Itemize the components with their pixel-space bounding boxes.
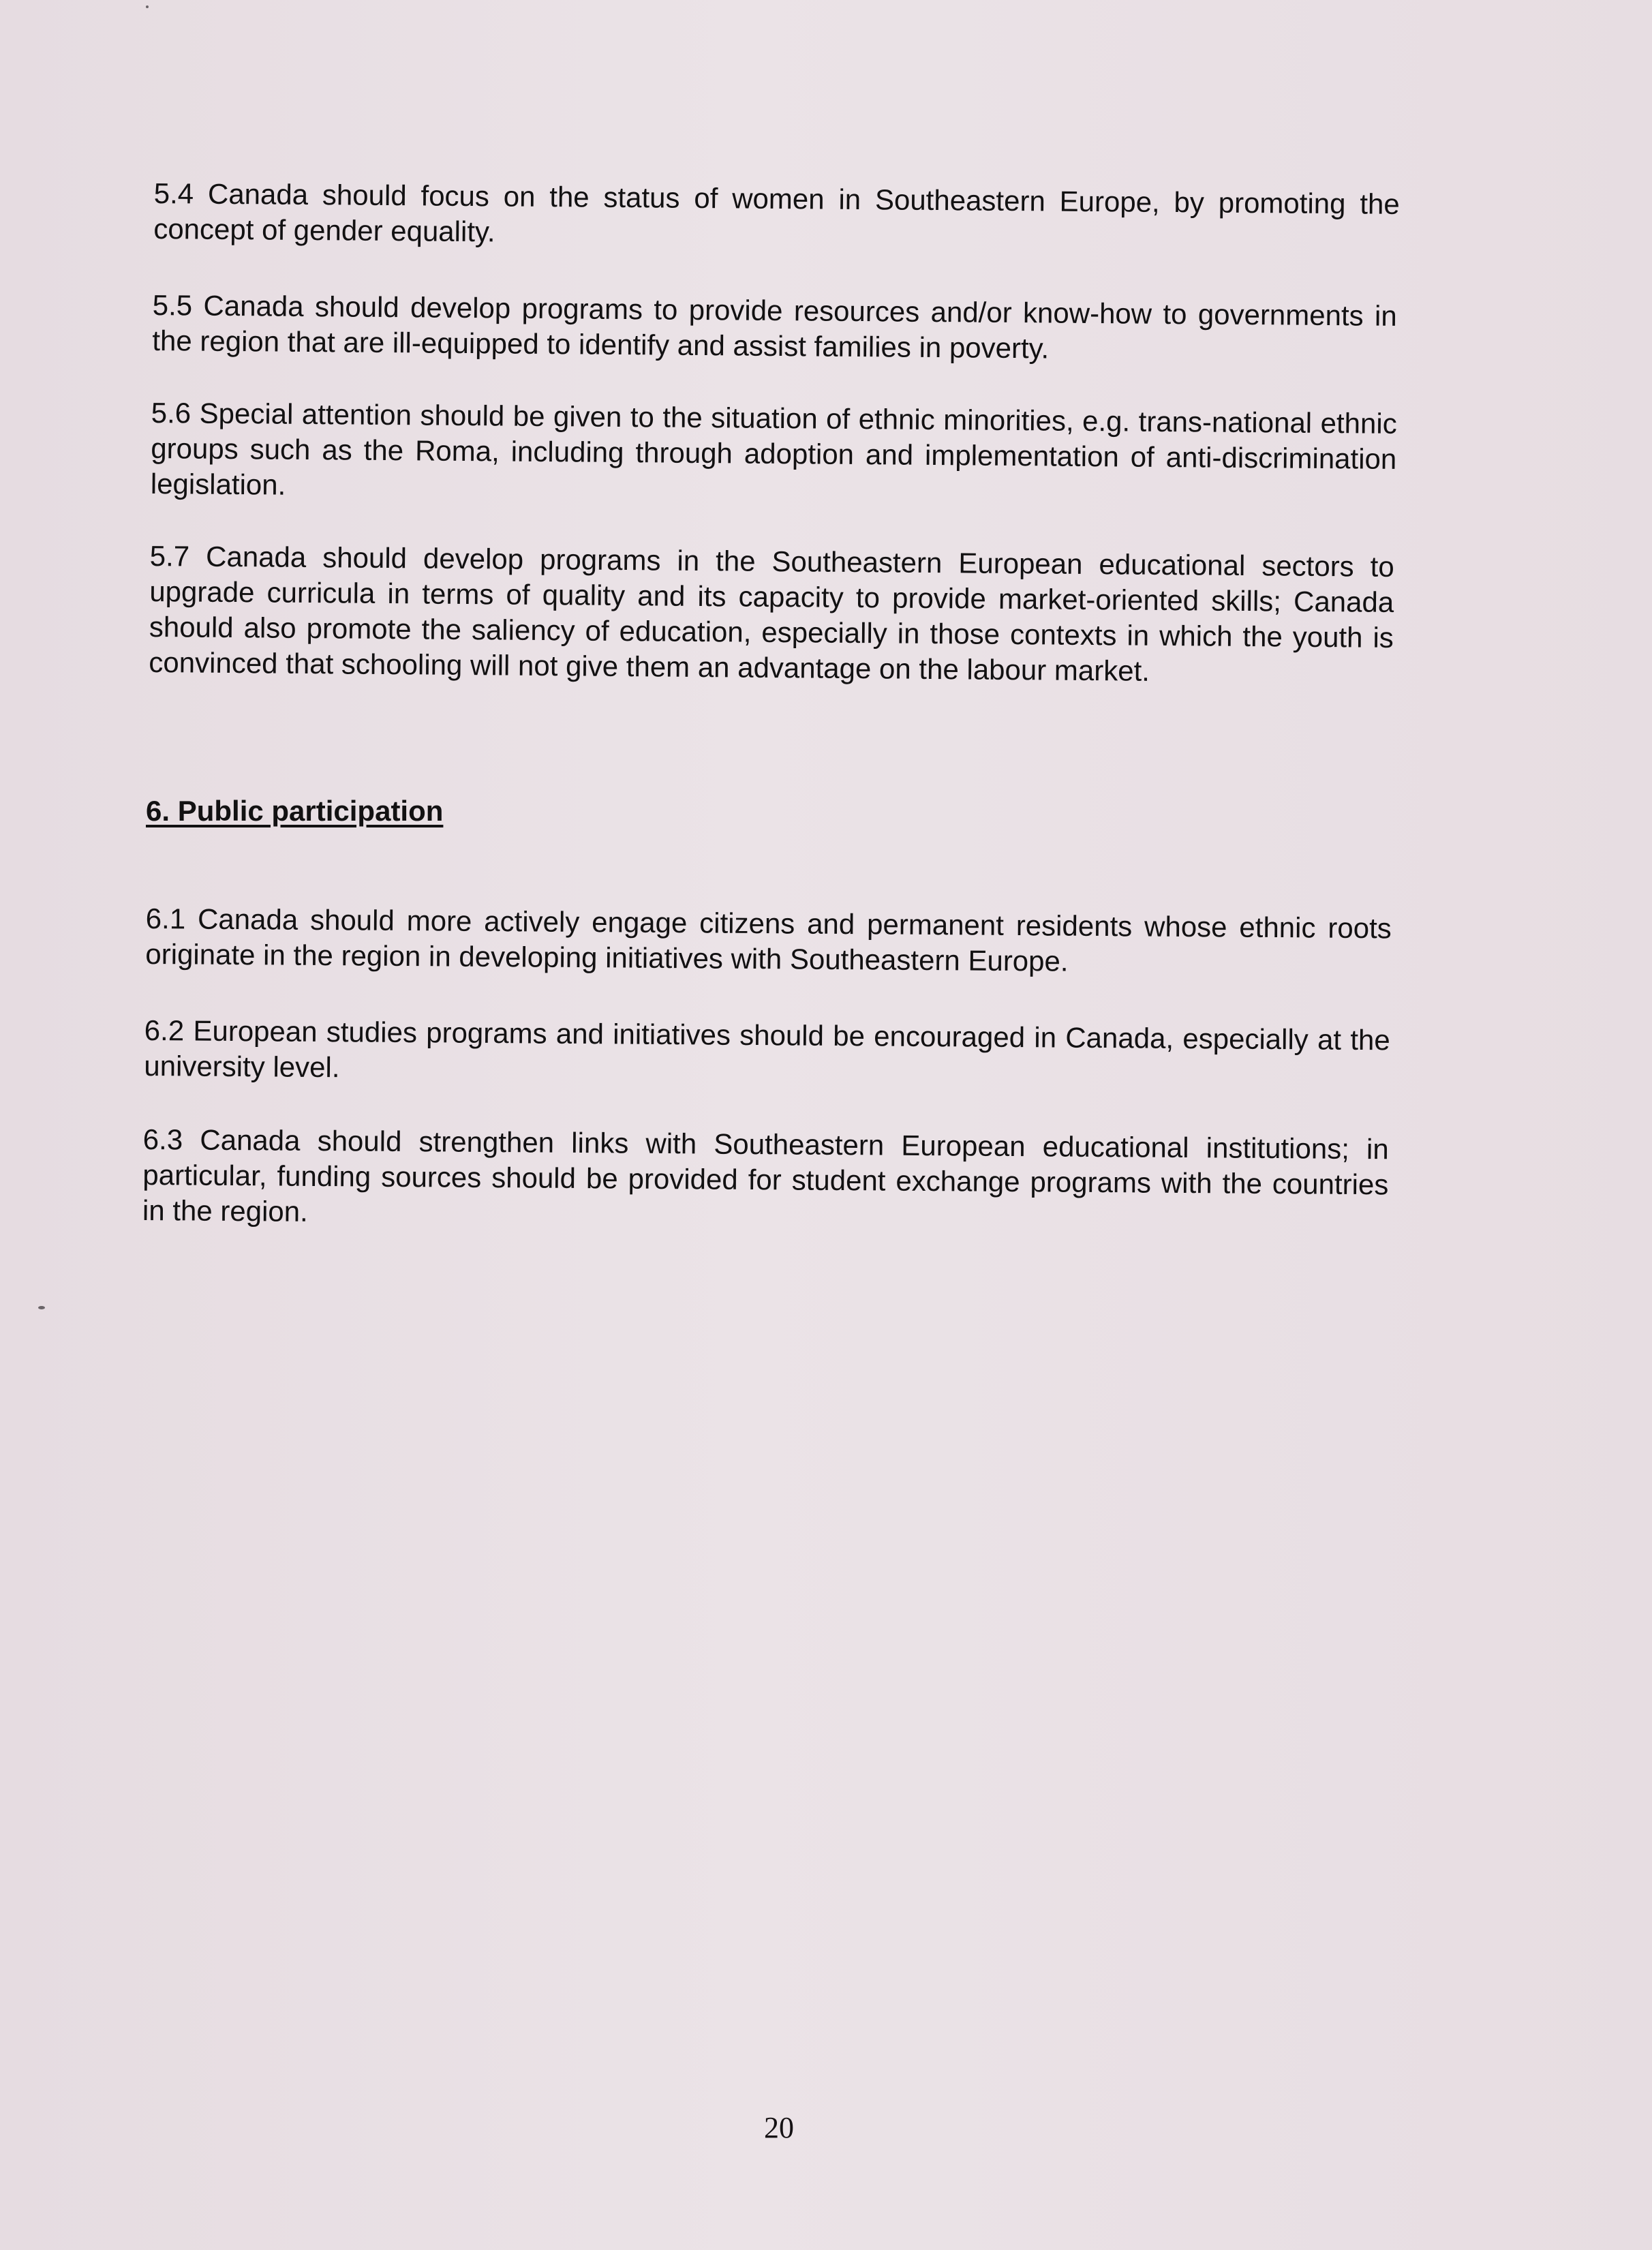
paragraph-5-6: 5.6 Special attention should be given to the situation of ethnic minorities, e.g. trans-national ethnic groups such as the Roma, including through adoption and implementation of anti-discrimination legislation. bbox=[150, 396, 1397, 501]
scan-speck bbox=[146, 5, 149, 8]
paragraph-5-5: 5.5 Canada should develop programs to provide resources and/or know-how to governments in the region that are ill-equipped to identify and assist families in poverty. bbox=[152, 288, 1397, 365]
page-number: 20 bbox=[764, 2111, 794, 2144]
paragraph-5-4: 5.4 Canada should focus on the status of women in Southeastern Europe, by promoting the concept of gender equality. bbox=[153, 177, 1400, 248]
scan-speck bbox=[38, 1306, 45, 1309]
paragraph-5-7: 5.7 Canada should develop programs in the Southeastern European educational sectors to upgrade curricula in terms of quality and its capacity to provide market-oriented skills; Canada should also promote the saliency of education, especially in those contexts in which the youth is convinced that schooling will not give them an advantage on the labour market. bbox=[149, 539, 1394, 687]
section-heading-public-participation: 6. Public participation bbox=[146, 795, 444, 827]
paragraph-6-1: 6.1 Canada should more actively engage citizens and permanent residents whose ethnic roots originate in the region in developing initiatives with Southeastern Europe. bbox=[145, 902, 1392, 977]
paragraph-6-3: 6.3 Canada should strengthen links with Southeastern European educational institutions; in particular, funding sources should be provided for student exchange programs with the countries in the region. bbox=[142, 1123, 1389, 1228]
paragraph-6-2: 6.2 European studies programs and initiatives should be encouraged in Canada, especially at the university level. bbox=[144, 1014, 1390, 1084]
